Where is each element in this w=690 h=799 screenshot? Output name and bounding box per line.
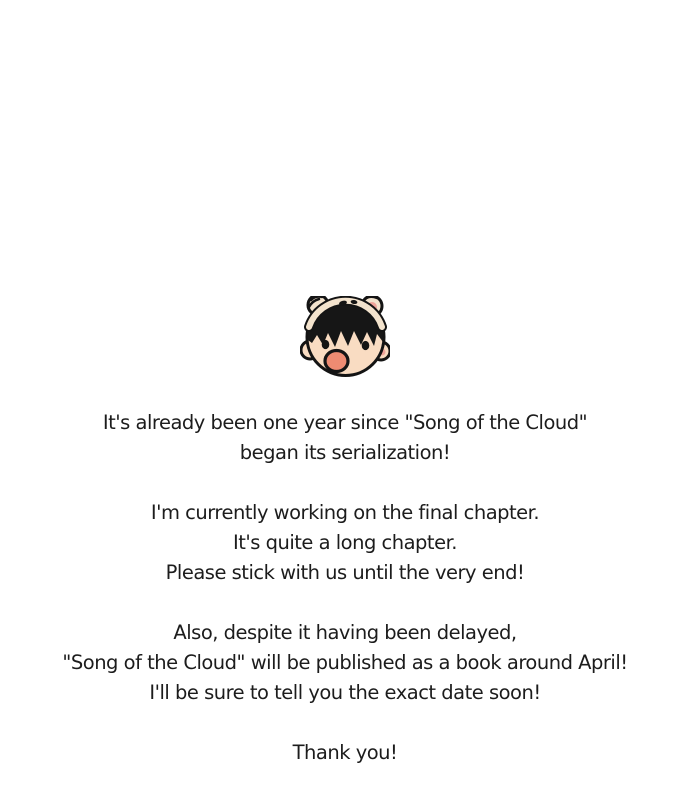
chibi-avatar (300, 296, 390, 378)
note-line: I'm currently working on the final chapter. (150, 501, 540, 524)
note-paragraph-3 (0, 618, 690, 708)
note-line: "Song of the Cloud" will be published as a book around April! (62, 651, 628, 674)
avatar-eye-right (362, 341, 370, 350)
chibi-avatar-illustration (300, 296, 390, 378)
note-line: Also, despite it having been delayed, (173, 621, 517, 644)
avatar-mouth (325, 351, 348, 372)
note-line: Please stick with us until the very end! (165, 561, 525, 584)
note-paragraph-4 (0, 738, 690, 768)
note-paragraph-2 (0, 498, 690, 588)
note-paragraph-1 (0, 408, 690, 468)
avatar-eye-left (322, 340, 330, 349)
note-line: Thank you! (292, 741, 398, 764)
note-line: It's already been one year since "Song of the Cloud" (102, 411, 588, 434)
author-note-text (0, 408, 690, 768)
note-line: began its serialization! (239, 441, 451, 464)
note-line: It's quite a long chapter. (232, 531, 458, 554)
note-line: I'll be sure to tell you the exact date soon! (149, 681, 541, 704)
